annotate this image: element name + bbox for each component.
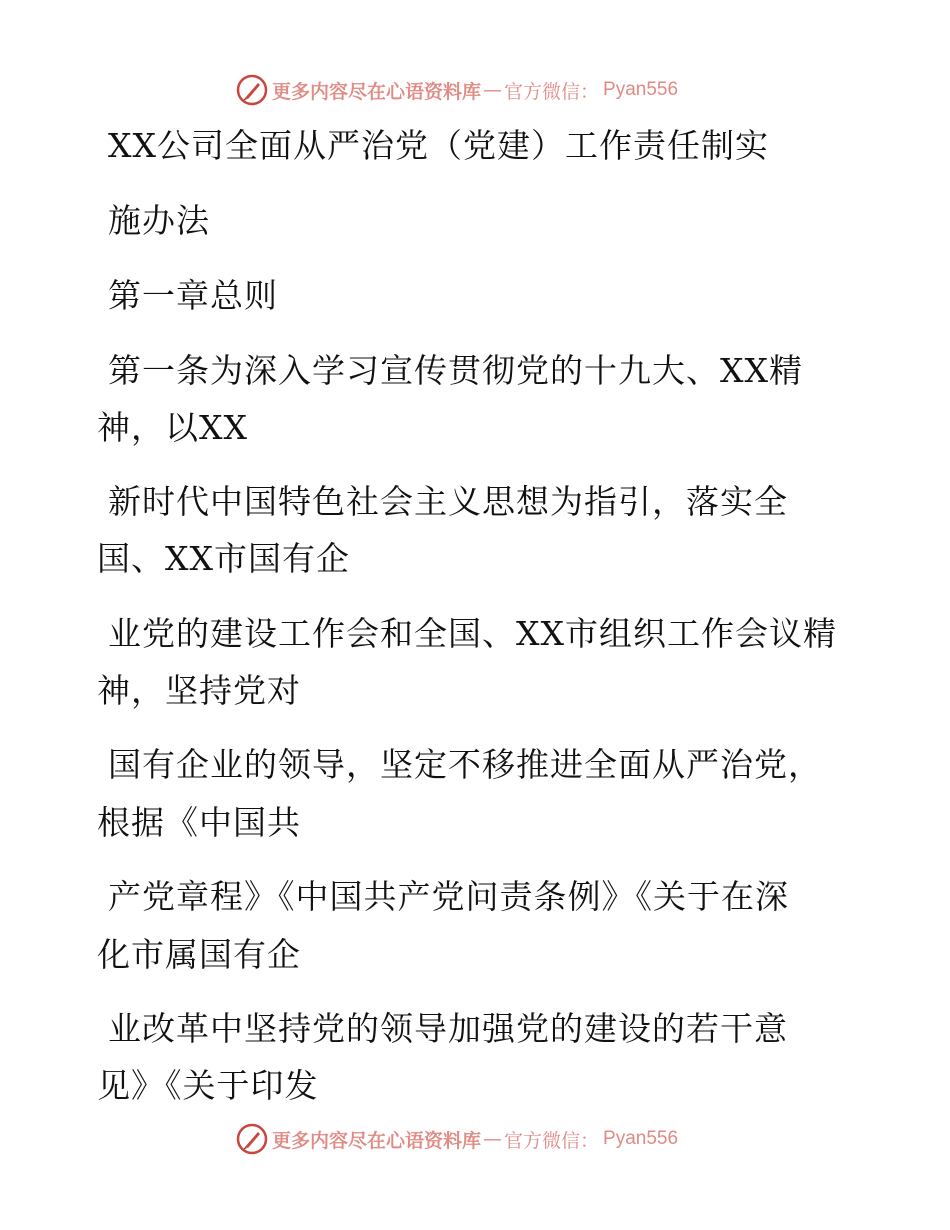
watermark-wechat-id: Pyan556: [603, 79, 679, 100]
watermark-wechat-id: Pyan556: [603, 1128, 679, 1149]
watermark-text: 更多内容尽在心语资料库: [272, 80, 482, 103]
paragraph-line: 神，坚持党对: [97, 671, 301, 710]
paragraph-line: 新时代中国特色社会主义思想为指引，落实全: [108, 482, 788, 521]
watermark-separator: —: [483, 79, 503, 101]
paragraph-line: 国、XX市国有企: [97, 539, 350, 578]
watermark-wechat-label: 官方微信：: [504, 1129, 600, 1152]
title-line-2: 施办法: [108, 201, 210, 240]
paragraph-line: 业改革中坚持党的领导加强党的建设的若干意: [108, 1009, 788, 1048]
quill-pen-icon: [236, 74, 268, 106]
quill-pen-icon: [236, 1123, 268, 1155]
paragraph-line: 见》《关于印发: [97, 1066, 319, 1105]
watermark-footer: [0, 1119, 950, 1159]
chapter-heading: 第一章总则: [108, 276, 278, 315]
paragraph-line: 国有企业的领导，坚定不移推进全面从严治党，: [108, 745, 822, 784]
paragraph-line: 神，以XX: [97, 408, 248, 447]
paragraph-line: 根据《中国共: [97, 803, 301, 842]
title-line-1: XX公司全面从严治党（党建）工作责任制实: [108, 126, 769, 165]
watermark-separator: —: [483, 1128, 503, 1150]
watermark-text: 更多内容尽在心语资料库: [272, 1129, 482, 1152]
watermark-header: [0, 70, 950, 110]
paragraph-line: 化市属国有企: [97, 935, 301, 974]
paragraph-line: 业党的建设工作会和全国、XX市组织工作会议精: [108, 614, 837, 653]
paragraph-line: 产党章程》《中国共产党问责条例》《关于在深: [108, 877, 789, 916]
watermark-wechat-label: 官方微信：: [504, 80, 600, 103]
paragraph-line: 第一条为深入学习宣传贯彻党的十九大、XX精: [108, 351, 803, 390]
